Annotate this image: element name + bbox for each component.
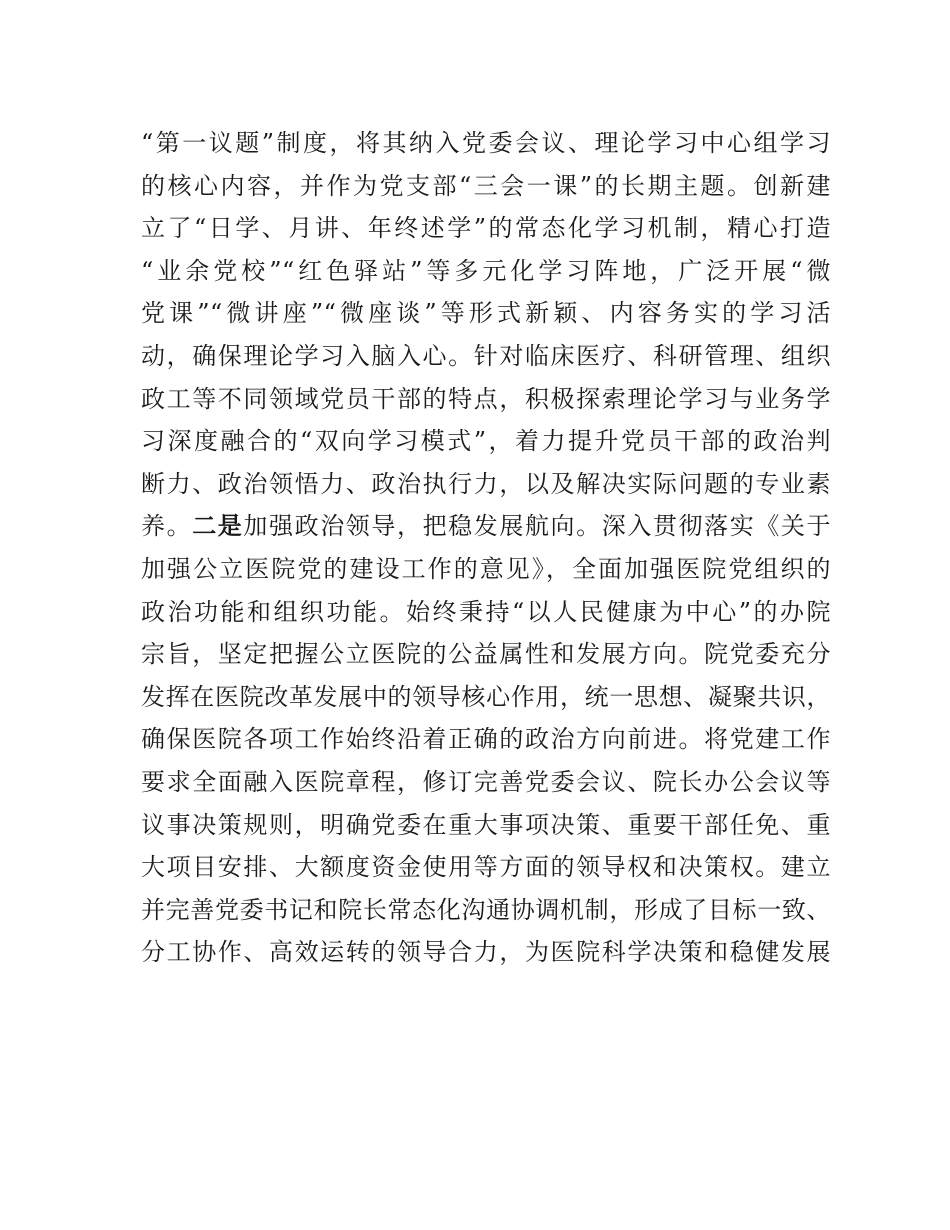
text-line: 议事决策规则，明确党委在重大事项决策、重要干部任免、重 (141, 810, 831, 839)
text-line: 的核心内容，并作为党支部“三会一课”的长期主题。创新建 (141, 171, 831, 200)
text-line: 动，确保理论学习入脑入心。针对临床医疗、科研管理、组织 (141, 341, 831, 370)
text-line: “业余党校”“红色驿站”等多元化学习阵地，广泛开展“微 (141, 256, 831, 285)
text-line: 要求全面融入医院章程，修订完善党委会议、院长办公会议等 (141, 767, 831, 796)
text-line: 立了“日学、月讲、年终述学”的常态化学习机制，精心打造 (141, 214, 831, 243)
text-line: 发挥在医院改革发展中的领导核心作用，统一思想、凝聚共识， (141, 682, 831, 711)
text-line: 政治功能和组织功能。始终秉持“以人民健康为中心”的办院 (141, 597, 831, 626)
text-line-with-bold (141, 505, 831, 548)
text-segment: 养。 (141, 512, 193, 541)
text-segment: 加强政治领导，把稳发展航向。深入贯彻落实《关于 (243, 512, 832, 541)
text-line: 分工协作、高效运转的领导合力，为医院科学决策和稳健发展 (141, 938, 831, 967)
text-line: 大项目安排、大额度资金使用等方面的领导权和决策权。建立 (141, 853, 831, 882)
text-line: 断力、政治领悟力、政治执行力，以及解决实际问题的专业素 (141, 469, 831, 498)
text-line: 习深度融合的“双向学习模式”，着力提升党员干部的政治判 (141, 427, 831, 456)
text-line: 政工等不同领域党员干部的特点，积极探索理论学习与业务学 (141, 384, 831, 413)
text-line: 宗旨，坚定把握公立医院的公益属性和发展方向。院党委充分 (141, 640, 831, 669)
text-line: 确保医院各项工作始终沿着正确的政治方向前进。将党建工作 (141, 725, 831, 754)
bold-lead-in: 二是 (192, 512, 244, 541)
text-line: 加强公立医院党的建设工作的意见》，全面加强医院党组织的 (141, 554, 831, 583)
body-text (141, 122, 831, 974)
text-line: 党课”“微讲座”“微座谈”等形式新颖、内容务实的学习活 (141, 299, 831, 328)
text-line: 并完善党委书记和院长常态化沟通协调机制，形成了目标一致、 (141, 895, 831, 924)
text-line: “第一议题”制度，将其纳入党委会议、理论学习中心组学习 (141, 129, 831, 157)
